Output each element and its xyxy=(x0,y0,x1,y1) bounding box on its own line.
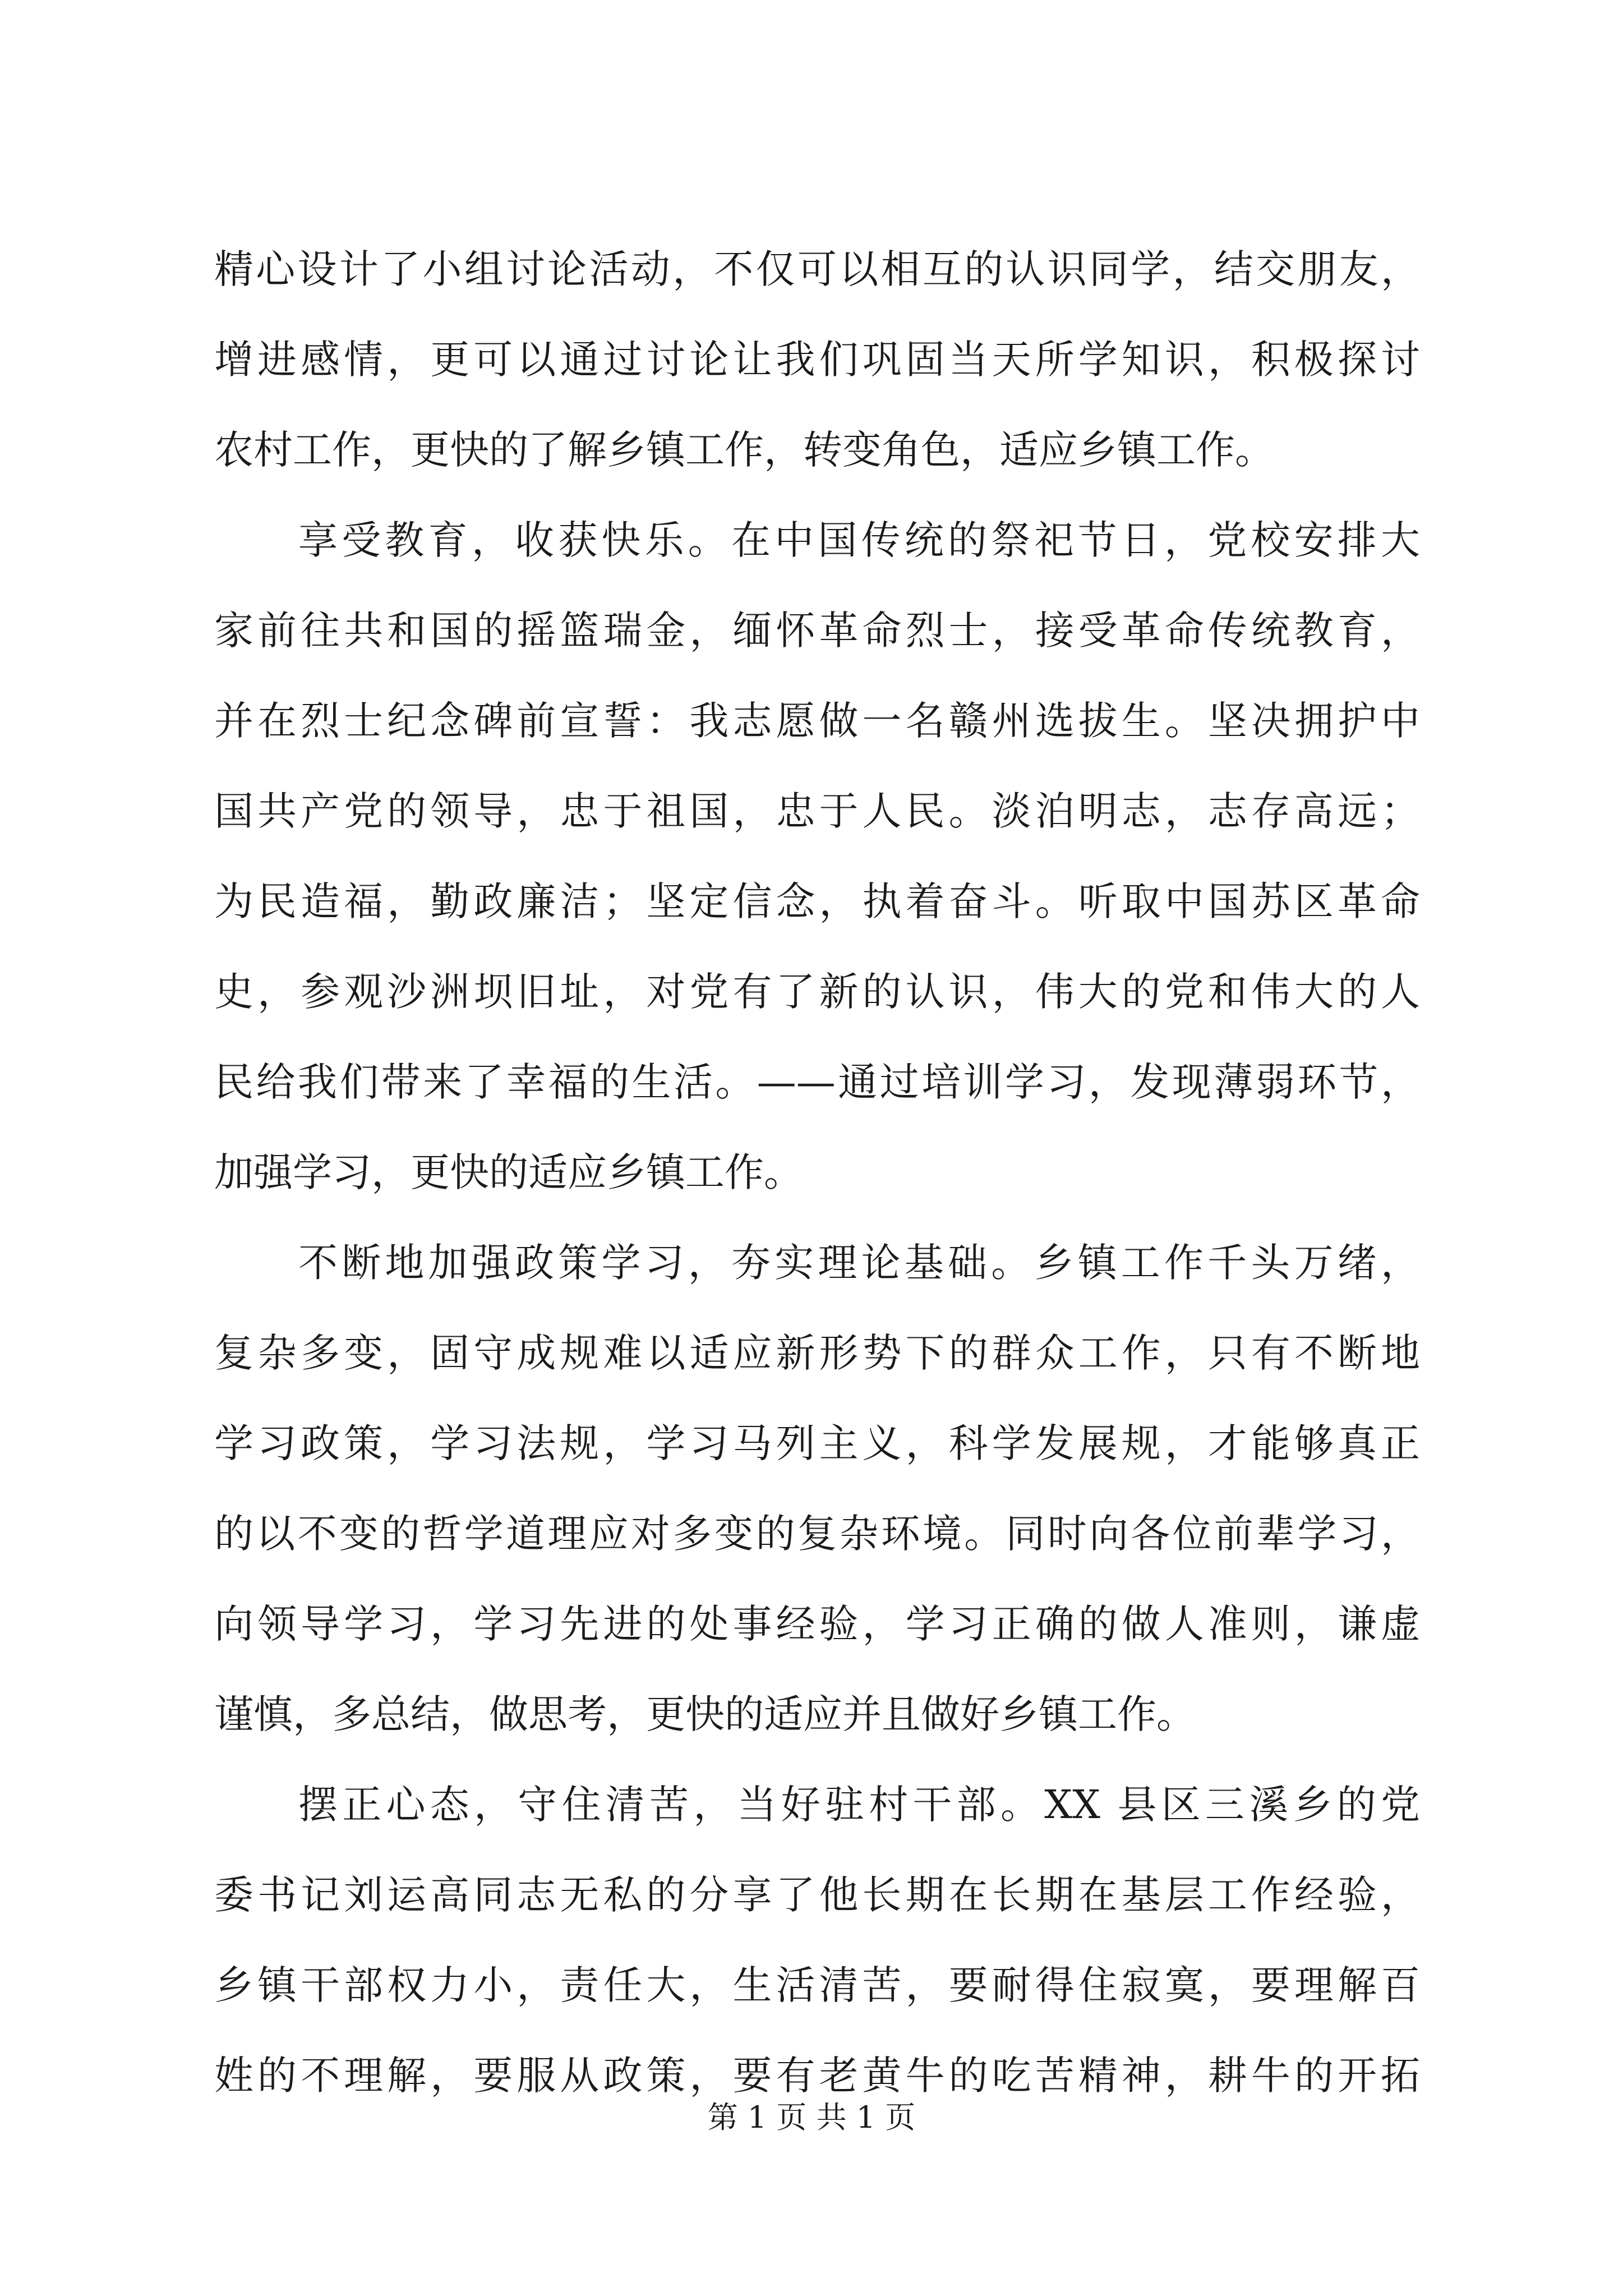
paragraph-3 xyxy=(214,1218,1420,1760)
text-line: 精心设计了小组讨论活动，不仅可以相互的认识同学，结交朋友， xyxy=(214,246,1420,292)
text-line: 向领导学习，学习先进的处事经验，学习正确的做人准则，谦虚 xyxy=(214,1601,1420,1647)
text-line: 为民造福，勤政廉洁；坚定信念，执着奋斗。听取中国苏区革命 xyxy=(214,878,1420,924)
paragraph-1 xyxy=(214,224,1420,495)
text-line: 国共产党的领导，忠于祖国，忠于人民。淡泊明志，志存高远； xyxy=(214,788,1420,834)
text-line: 史，参观沙洲坝旧址，对党有了新的认识，伟大的党和伟大的人 xyxy=(214,969,1420,1015)
text-line: 家前往共和国的摇篮瑞金，缅怀革命烈士，接受革命传统教育， xyxy=(214,608,1420,654)
text-line: 复杂多变，固守成规难以适应新形势下的群众工作，只有不断地 xyxy=(214,1330,1420,1376)
text-line: 乡镇干部权力小，责任大，生活清苦，要耐得住寂寞，要理解百 xyxy=(214,1962,1420,2008)
text-line: 姓的不理解，要服从政策，要有老黄牛的吃苦精神，耕牛的开拓 xyxy=(214,2053,1420,2099)
text-line: 农村工作，更快的了解乡镇工作，转变角色，适应乡镇工作。 xyxy=(214,427,1274,473)
text-line: 摆正心态，守住清苦，当好驻村干部。XX 县区三溪乡的党 xyxy=(298,1782,1420,1828)
document-body xyxy=(214,224,1420,2121)
paragraph-4 xyxy=(214,1760,1420,2121)
paragraph-2 xyxy=(214,495,1420,1218)
text-line: 并在烈士纪念碑前宣誓：我志愿做一名赣州选拔生。坚决拥护中 xyxy=(214,698,1420,744)
text-line: 委书记刘运高同志无私的分享了他长期在长期在基层工作经验， xyxy=(214,1872,1420,1918)
text-line: 谨慎，多总结，做思考，更快的适应并且做好乡镇工作。 xyxy=(214,1691,1196,1737)
page-number-footer: 第 1 页 共 1 页 xyxy=(707,2100,916,2135)
text-line: 学习政策，学习法规，学习马列主义，科学发展规，才能够真正 xyxy=(214,1420,1420,1466)
text-line: 享受教育，收获快乐。在中国传统的祭祀节日，党校安排大 xyxy=(298,517,1420,563)
text-line: 民给我们带来了幸福的生活。——通过培训学习，发现薄弱环节， xyxy=(214,1059,1420,1105)
text-line: 不断地加强政策学习，夯实理论基础。乡镇工作千头万绪， xyxy=(298,1240,1420,1286)
text-line: 加强学习，更快的适应乡镇工作。 xyxy=(214,1149,803,1195)
text-line: 的以不变的哲学道理应对多变的复杂环境。同时向各位前辈学习， xyxy=(214,1511,1420,1557)
text-line: 增进感情，更可以通过讨论让我们巩固当天所学知识，积极探讨 xyxy=(214,337,1420,383)
